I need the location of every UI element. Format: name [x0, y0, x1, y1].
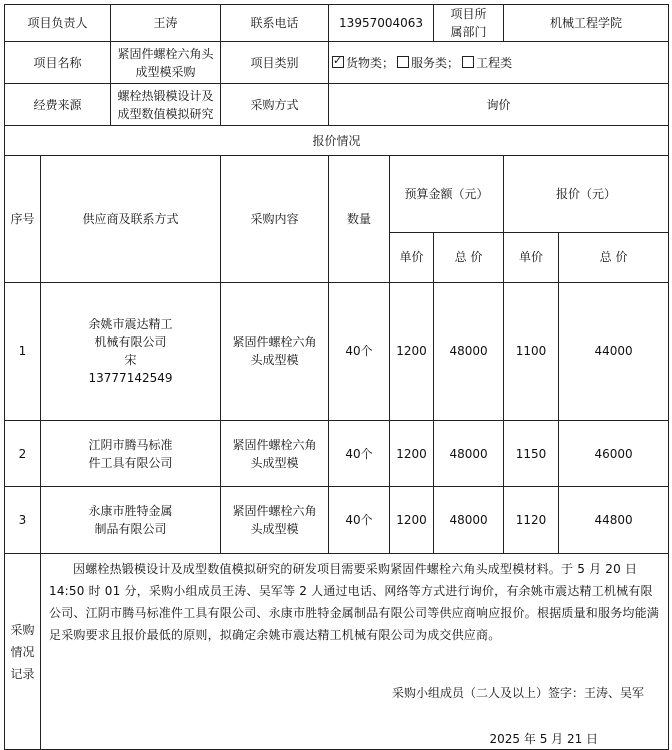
supplier-line: 件工具有限公司 [88, 455, 173, 470]
row-supplier [41, 283, 221, 421]
dept-value: 机械工程学院 [504, 5, 669, 42]
row-qty: 40个 [329, 420, 390, 487]
row-qty: 40个 [329, 283, 390, 421]
leader-value: 王涛 [111, 5, 221, 42]
supplier-line: 永康市胜特金属 [88, 504, 173, 519]
record-date: 2025 年 5 月 21 日 [489, 732, 599, 746]
phone-value: 13957004063 [329, 5, 434, 42]
table-row [5, 420, 669, 487]
funding-label: 经费来源 [5, 84, 111, 126]
record-label-line: 记录 [10, 666, 35, 681]
content-line: 紧固件螺栓六角 [232, 437, 317, 452]
col-budget-header: 预算金额（元） [390, 156, 504, 233]
record-label-line: 采购 [10, 622, 35, 637]
content-line: 紧固件螺栓六角 [232, 335, 317, 350]
budget-total-header: 总 价 [434, 232, 504, 282]
row-content [221, 420, 329, 487]
content-line: 紧固件螺栓六角 [232, 504, 317, 519]
table-row [5, 487, 669, 554]
row-content [221, 487, 329, 554]
supplier-line: 机械有限公司 [94, 335, 167, 350]
project-value-line2: 成型模采购 [135, 64, 196, 79]
row-no: 2 [5, 420, 41, 487]
row-quote-unit: 1100 [504, 283, 559, 421]
content-line: 头成型模 [250, 455, 299, 470]
record-label [5, 554, 41, 750]
dept-label-line1: 项目所 [450, 7, 487, 21]
project-value [111, 42, 221, 84]
category-options [329, 42, 669, 84]
row-no: 3 [5, 487, 41, 554]
table-row [5, 283, 669, 421]
budget-unit-header: 单价 [390, 232, 434, 282]
option-engineering-label: 工程类 [476, 55, 513, 70]
row-quote-total: 46000 [559, 420, 669, 487]
checkbox-service[interactable] [397, 56, 409, 68]
dept-label-line2: 属部门 [450, 25, 487, 39]
supplier-line: 制品有限公司 [94, 522, 167, 537]
category-label: 项目类别 [221, 42, 329, 84]
row-no: 1 [5, 283, 41, 421]
signature-line: 采购小组成员（二人及以上）签字：王涛、吴军 [392, 686, 645, 700]
dept-label [434, 5, 504, 42]
option-goods-label: 货物类； [346, 55, 395, 70]
col-content-header: 采购内容 [221, 156, 329, 283]
row-supplier [41, 420, 221, 487]
quote-unit-header: 单价 [504, 232, 559, 282]
leader-label: 项目负责人 [5, 5, 111, 42]
row-qty: 40个 [329, 487, 390, 554]
content-line: 头成型模 [250, 353, 299, 368]
procurement-form [4, 4, 669, 750]
project-value-line1: 紧固件螺栓六角头 [117, 46, 214, 61]
row-budget-unit: 1200 [390, 487, 434, 554]
row-quote-unit: 1120 [504, 487, 559, 554]
funding-value [111, 84, 221, 126]
row-content [221, 283, 329, 421]
row-budget-total: 48000 [434, 487, 504, 554]
method-label: 采购方式 [221, 84, 329, 126]
project-label: 项目名称 [5, 42, 111, 84]
row-budget-total: 48000 [434, 420, 504, 487]
checkbox-goods[interactable] [332, 56, 344, 68]
content-line: 头成型模 [250, 522, 299, 537]
record-label-line: 情况 [10, 644, 35, 659]
col-no-header: 序号 [5, 156, 41, 283]
phone-label: 联系电话 [221, 5, 329, 42]
checkbox-engineering[interactable] [462, 56, 474, 68]
col-quote-header: 报价（元） [504, 156, 669, 233]
col-supplier-header: 供应商及联系方式 [41, 156, 221, 283]
record-paragraph: 因螺栓热锻模设计及成型数值模拟研究的研发项目需要采购紧固件螺栓六角头成型模材料。于 5 月 20 日 14:50 时 01 分，采购小组成员王涛、吴军等 2 人通过电话、网络等方式进行询价，有余姚市震达精工机械有限公司、江阴市腾马标准件工具有限公司、永康市胜特金属制品有限公司等供应商响应报价。根据质量和服务均能满足采购要求且报价最低的原则，拟确定余姚市震达精工机械有限公司为成交供应商。 [49, 562, 660, 642]
row-budget-unit: 1200 [390, 420, 434, 487]
supplier-line: 宋 [124, 353, 137, 368]
col-qty-header: 数量 [329, 156, 390, 283]
supplier-line: 余姚市震达精工 [88, 317, 173, 332]
supplier-line: 13777142549 [88, 371, 173, 386]
row-quote-unit: 1150 [504, 420, 559, 487]
funding-value-line2: 成型数值模拟研究 [117, 106, 214, 121]
supplier-line: 江阴市腾马标准 [88, 437, 173, 452]
method-value: 询价 [329, 84, 669, 126]
row-supplier [41, 487, 221, 554]
row-quote-total: 44800 [559, 487, 669, 554]
quote-total-header: 总 价 [559, 232, 669, 282]
row-budget-unit: 1200 [390, 283, 434, 421]
record-content [41, 554, 669, 750]
funding-value-line1: 螺栓热锻模设计及 [117, 88, 214, 103]
quote-section-title: 报价情况 [5, 126, 669, 156]
row-budget-total: 48000 [434, 283, 504, 421]
row-quote-total: 44000 [559, 283, 669, 421]
option-service-label: 服务类； [411, 55, 460, 70]
